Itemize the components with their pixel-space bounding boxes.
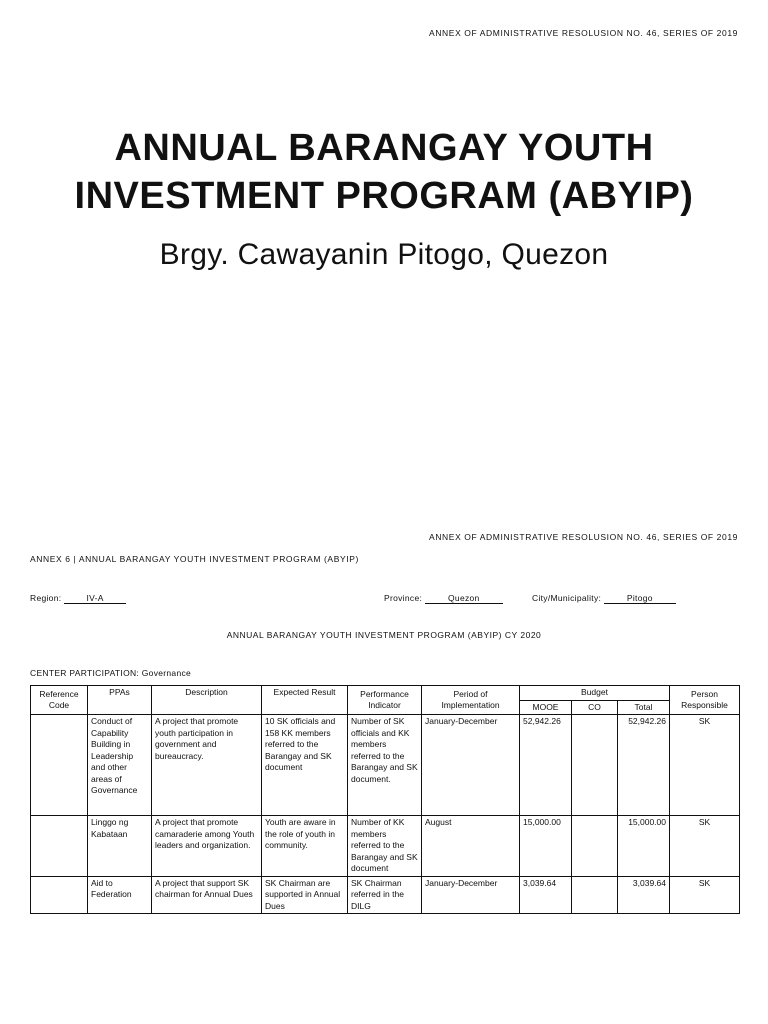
header-performance-indicator: Performance Indicator	[348, 686, 422, 715]
table-row	[31, 715, 740, 816]
cell-description: A project that support SK chairman for Annual Dues	[152, 876, 262, 914]
center-participation: CENTER PARTICIPATION: Governance	[30, 668, 192, 678]
cell-mooe: 52,942.26	[520, 715, 572, 816]
header-period: Period of Implementation	[422, 686, 520, 715]
cell-ppa: Conduct of Capability Building in Leadership and other areas of Governance	[88, 715, 152, 816]
cell-period: January-December	[422, 876, 520, 914]
cell-mooe: 15,000.00	[520, 816, 572, 877]
program-heading: ANNUAL BARANGAY YOUTH INVESTMENT PROGRAM (ABYIP) CY 2020	[226, 630, 542, 640]
annex-label: ANNEX 6 | ANNUAL BARANGAY YOUTH INVESTMENT PROGRAM (ABYIP)	[30, 554, 359, 564]
cell-co	[572, 816, 618, 877]
cell-person-responsible: SK	[670, 876, 740, 914]
header-co: CO	[572, 700, 618, 715]
cell-description: A project that promote youth participation in government and bureaucracy.	[152, 715, 262, 816]
cell-period: January-December	[422, 715, 520, 816]
document-title	[0, 124, 768, 220]
cell-period: August	[422, 816, 520, 877]
annex-reference-mid: ANNEX OF ADMINISTRATIVE RESOLUSION NO. 46, SERIES OF 2019	[429, 532, 738, 542]
header-ppas: PPAs	[88, 686, 152, 715]
header-expected-result: Expected Result	[262, 686, 348, 715]
abyip-table	[30, 685, 740, 914]
document-subtitle: Brgy. Cawayanin Pitogo, Quezon	[159, 238, 609, 271]
document-title-line-2: INVESTMENT PROGRAM (ABYIP)	[74, 175, 694, 217]
annex-reference-top: ANNEX OF ADMINISTRATIVE RESOLUSION NO. 46, SERIES OF 2019	[429, 28, 738, 38]
cell-co	[572, 876, 618, 914]
cell-expected-result: SK Chairman are supported in Annual Dues	[262, 876, 348, 914]
city-field	[532, 593, 676, 604]
province-label: Province:	[384, 593, 423, 603]
region-label: Region:	[30, 593, 62, 603]
header-total: Total	[618, 700, 670, 715]
header-person-responsible: Person Responsible	[670, 686, 740, 715]
header-reference-code: Reference Code	[31, 686, 88, 715]
cell-expected-result: Youth are aware in the role of youth in community.	[262, 816, 348, 877]
cell-performance-indicator: Number of SK officials and KK members referred to the Barangay and SK document.	[348, 715, 422, 816]
cell-ppa: Linggo ng Kabataan	[88, 816, 152, 877]
province-field	[384, 593, 503, 604]
cell-performance-indicator: Number of KK members referred to the Barangay and SK document	[348, 816, 422, 877]
cell-reference-code	[31, 715, 88, 816]
cell-ppa: Aid to Federation	[88, 876, 152, 914]
cell-person-responsible: SK	[670, 715, 740, 816]
header-budget: Budget	[520, 686, 670, 701]
region-field	[30, 593, 126, 604]
header-mooe: MOOE	[520, 700, 572, 715]
region-value: IV-A	[64, 594, 126, 604]
cell-reference-code	[31, 816, 88, 877]
cell-person-responsible: SK	[670, 816, 740, 877]
city-label: City/Municipality:	[532, 593, 602, 603]
city-value: Pitogo	[604, 594, 676, 604]
province-value: Quezon	[425, 594, 503, 604]
cell-total: 3,039.64	[618, 876, 670, 914]
cell-expected-result: 10 SK officials and 158 KK members referred to the Barangay and SK document	[262, 715, 348, 816]
cell-description: A project that promote camaraderie among Youth leaders and organization.	[152, 816, 262, 877]
cell-reference-code	[31, 876, 88, 914]
table-row	[31, 816, 740, 877]
cell-co	[572, 715, 618, 816]
document-title-line-1: ANNUAL BARANGAY YOUTH	[114, 127, 654, 169]
table-row	[31, 876, 740, 914]
header-description: Description	[152, 686, 262, 715]
cell-mooe: 3,039.64	[520, 876, 572, 914]
cell-total: 52,942.26	[618, 715, 670, 816]
cell-performance-indicator: SK Chairman referred in the DILG	[348, 876, 422, 914]
cell-total: 15,000.00	[618, 816, 670, 877]
